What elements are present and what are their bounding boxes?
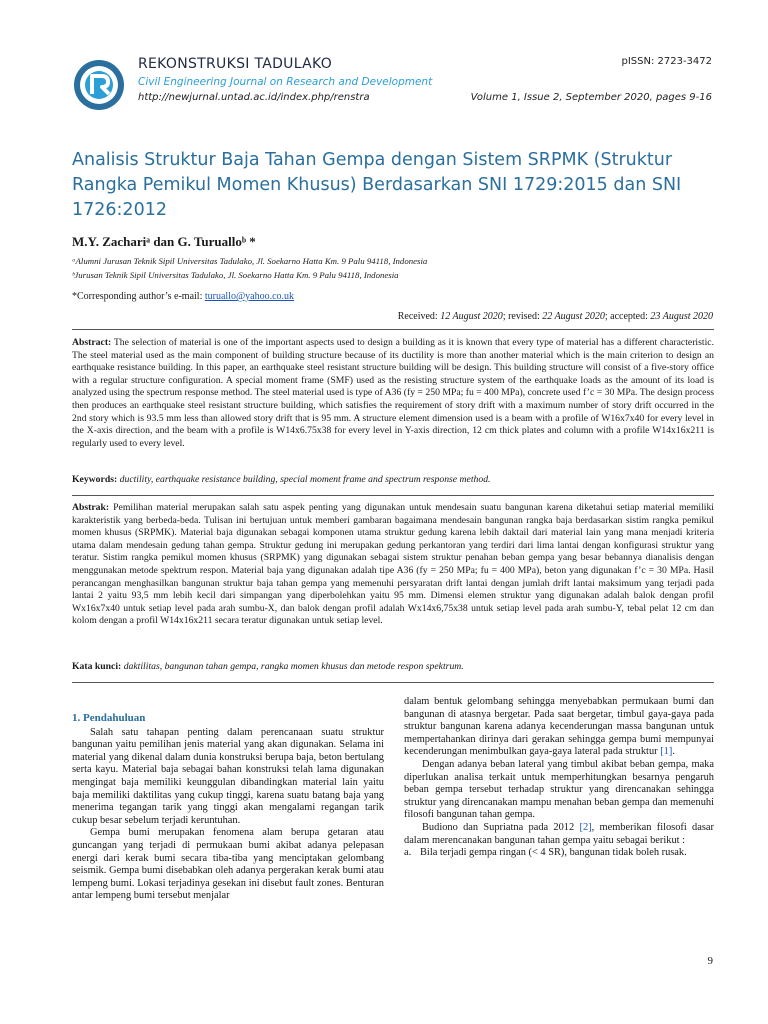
abstract-text: The selection of material is one of the important aspects used to design a building as it is known that every type of material has a different characteristic. The steel material used as the main component of building structure because of its ductility is more than another material which is the main criterion to design an earthquake resistance building. In this paper, an earthquake steel resistant structure building will be design. This building structure will consist of a five-story office with a regular structure configuration. A special moment frame (SMF) used as the resisting structure system of the earthquake loads as the amount of its load is analyzed using the spectrum response method. The steel material used is type of A36 (fy = 250 MPa; fu = 400 MPa), concrete used f’c = 30 MPa. The design process then produces an earthquake steel resistant structure building, which satisfies the requirement of story drift with a maximum number of story drift occurred in the 2nd story which is 93.5 mm less than allowed story drift that is 95 mm. A structure element dimension used is a beam with a profile of W16x7x40 for every level in the X-axis direction, and the beam with a profile is W14x6.75x38 for every level in Y-axis direction, 12 cm thick plates and column with a profile W14x16x211 is regularly used to every level. <box>72 337 714 449</box>
paragraph-text: . <box>672 746 675 758</box>
body-left-column <box>72 712 384 903</box>
kata-kunci-label: Kata kunci: <box>72 661 122 672</box>
journal-subtitle: Civil Engineering Journal on Research and Development <box>138 76 433 88</box>
section-heading: 1. Pendahuluan <box>72 712 146 724</box>
accepted-date: 23 August 2020 <box>650 311 713 322</box>
divider <box>72 329 714 330</box>
revised-date: 22 August 2020 <box>542 311 605 322</box>
received-label: Received: <box>397 311 441 322</box>
list-marker: a. <box>404 847 412 859</box>
volume-info: Volume 1, Issue 2, September 2020, pages 9-16 <box>470 92 712 103</box>
keywords-label: Keywords: <box>72 474 118 485</box>
corresponding-label: *Corresponding author’s e-mail: <box>72 291 205 302</box>
paragraph: Dengan adanya beban lateral yang timbul akibat beban gempa, maka diperlukan analisa terkait untuk memperhitungkan besarnya pengaruh beban gempa tersebut terhadap struktur yang direncanakan sehingga struktur yang direncanakan mampu menahan beban gempa dan memenuhi filosofi bangunan tahan gempa. <box>404 758 714 821</box>
keywords-text: ductility, earthquake resistance building, special moment frame and spectrum response method. <box>117 474 491 485</box>
accepted-label: ; accepted: <box>604 311 651 322</box>
revised-label: ; revised: <box>502 311 543 322</box>
affiliation-b: ᵇJurusan Teknik Sipil Universitas Tadulako, Jl. Soekarno Hatta Km. 9 Palu 94118, Indonesia <box>72 270 399 280</box>
affiliation-a: ᵃAlumni Jurusan Teknik Sipil Universitas Tadulako, Jl. Soekarno Hatta Km. 9 Palu 94118, Indonesia <box>72 256 428 266</box>
list-item-text: Bila terjadi gempa ringan (< 4 SR), bangunan tidak boleh rusak. <box>420 847 687 859</box>
paragraph: Salah satu tahapan penting dalam perencanaan suatu struktur bangunan yaitu pemilihan jenis material yang akan digunakan. Selama ini material yang dikenal dalam dunia konstruksi berupa baja, beton bertulang serta kayu. Material baja sebagai bahan konstruksi telah lama digunakan mengingat baja memiliki keunggulan dibandingkan material lain yaitu baja memiliki daktilitas yang cukup tinggi, karena suatu batang baja yang menerima tegangan tarik yang tinggi akan mengalami regangan tarik cukup besar sebelum terjadi keruntuhan. <box>72 726 384 826</box>
authors: M.Y. Zachariᵃ dan G. Turualloᵇ * <box>72 234 256 249</box>
journal-url-link[interactable]: http://newjurnal.untad.ac.id/index.php/renstra <box>138 92 370 103</box>
received-date: 12 August 2020 <box>440 311 503 322</box>
journal-logo-icon <box>72 58 126 112</box>
journal-header <box>72 50 712 110</box>
paragraph <box>404 822 714 847</box>
keywords-indonesian <box>72 661 714 672</box>
abstract-label: Abstract: <box>72 337 112 348</box>
page-number: 9 <box>707 955 713 967</box>
citation-link[interactable]: [1] <box>660 746 673 758</box>
list-item <box>404 847 714 860</box>
paragraph: Gempa bumi merupakan fenomena alam berupa getaran atau guncangan yang terjadi di permukaan bumi akibat adanya pelepasan energi dari kerak bumi secara tiba-tiba yang menciptakan gelombang seismik. Gempa bumi disebabkan oleh adanya pergerakan kerak bumi atau lempeng bumi. Lokasi terjadinya gesekan ini disebut fault zones. Benturan antar lempeng bumi tersebut menjalar <box>72 827 384 902</box>
paper-title: Analisis Struktur Baja Tahan Gempa dengan Sistem SRPMK (Struktur Rangka Pemikul Momen Khusus) Berdasarkan SNI 1729:2015 dan SNI 1726:2012 <box>72 150 682 220</box>
keywords-english <box>72 474 714 485</box>
abstract-english <box>72 337 714 450</box>
citation-link[interactable]: [2] <box>579 821 592 833</box>
paragraph <box>404 696 714 759</box>
abstract-indonesian <box>72 502 714 628</box>
paragraph-text: Budiono dan Supriatna pada 2012 <box>422 821 580 833</box>
kata-kunci-text: daktilitas, bangunan tahan gempa, rangka momen khusus dan metode respon spektrum. <box>121 661 464 672</box>
received-dates <box>398 311 713 322</box>
issn: pISSN: 2723-3472 <box>621 56 712 67</box>
abstrak-label: Abstrak: <box>72 502 110 513</box>
divider <box>72 495 714 496</box>
body-right-column <box>404 696 714 860</box>
journal-name: REKONSTRUKSI TADULAKO <box>138 56 333 72</box>
corresponding-email-link[interactable]: turuallo@yahoo.co.uk <box>204 291 295 302</box>
corresponding-author <box>72 291 294 302</box>
divider <box>72 682 714 683</box>
paragraph-text: , memberikan filosofi dasar dalam merencanakan bangunan tahan gempa yaitu sebagai berikut : <box>404 821 714 846</box>
paragraph-text: dalam bentuk gelombang sehingga menyebabkan permukaan bumi dan bangunan di atasnya bergetar. Pada saat bergetar, timbul gaya-gaya pada struktur bangunan karena adanya kecenderungan massa bangunan untuk mempertahankan dirinya dari gerakan sehingga gempa bumi mempunyai kecenderungan menimbulkan gaya-gaya lateral pada struktur <box>404 696 714 758</box>
abstrak-text: Pemilihan material merupakan salah satu aspek penting yang digunakan untuk mendesain suatu bangunan karena diketahui setiap material memiliki karakteristik yang berbeda-beda. Tulisan ini bertujuan untuk memberi gambaran bagaimana mendesain bangunan rangka baja berdasarkan sistim rangka pemikul momen khusus (SRPMK). Material baja digunakan sebagai komponen utama struktur gedung karena lebih daktail dari material lain yang mana menjadi kriteria utama dalam mendesain gedung tahan gempa. Struktur gedung ini merupakan gedung perkantoran yang terdiri dari lima lantai dengan konfigurasi struktur yang teratur. Sistim rangka pemikul momen khusus (SRPMK) yang digunakan sebagai sistem struktur penahan beban gempa yang besar bebannya dianalisis dengan menggunakan metode spektrum respon. Material baja yang digunakan adalah tipe A36 (fy = 250 MPa; fu = 400 MPa), beton yang digunakan f’c = 30 MPa. Hasil perancangan menghasilkan bangunan struktur baja tahan gempa yang memenuhi persyaratan drift lantai dengan jumlah drift lantai maksimum yang terjadi pada lantai 2 yaitu 93,5 mm lebih kecil dari simpangan yang diperbolehkan yaitu 95 mm. Dimensi elemen struktur yang digunakan adalah balok dengan profil Wx16x7x40 untuk setiap level pada arah sumbu-X, dan balok dengan profil adalah Wx14x6,75x38 untuk setiap level pada arah sumbu-Y, tebal pelat 12 cm dan kolom dengan a profil W14x16x211 secara teratur digunakan untuk setiap level. <box>72 502 714 627</box>
